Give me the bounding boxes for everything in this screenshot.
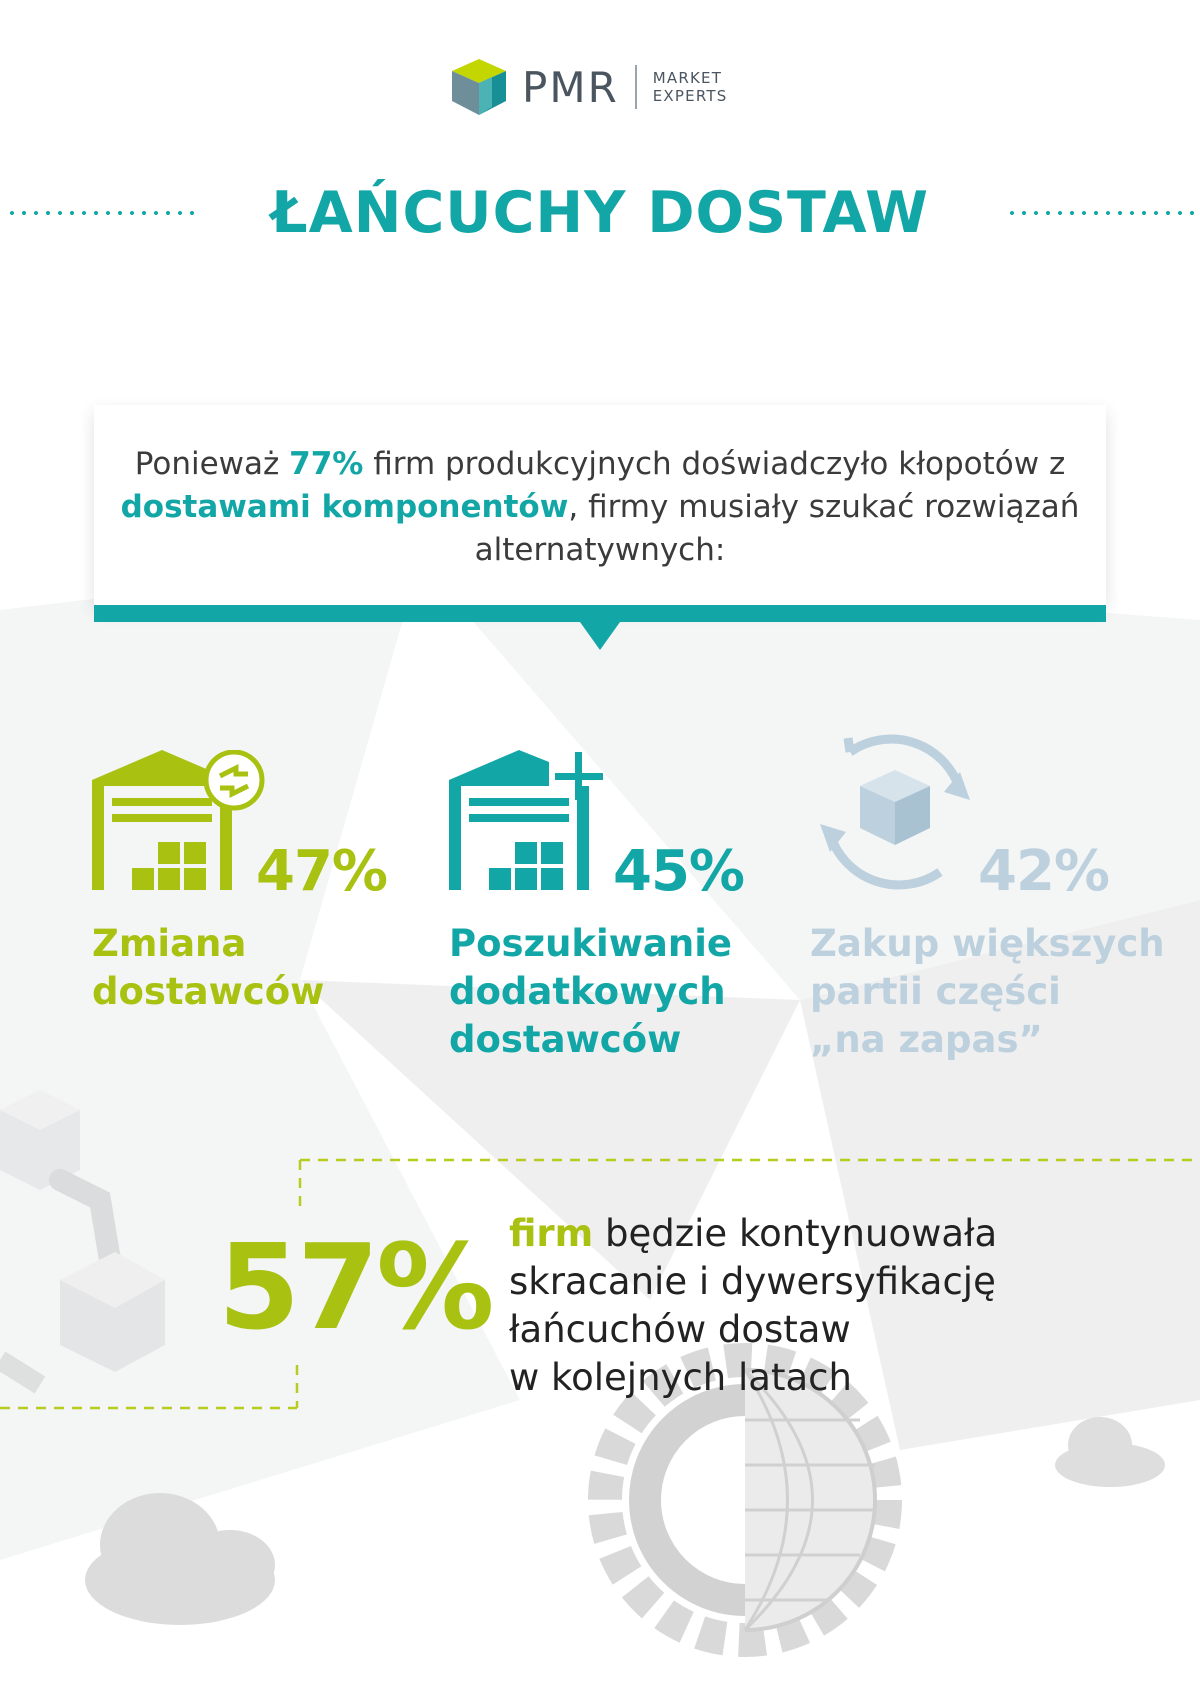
intro-segment: , firmy musiały szukać rozwiązań alternatywnych: <box>474 489 1080 568</box>
title-dots-right <box>1006 211 1196 215</box>
stat-value: 47% <box>256 839 388 904</box>
intro-segment-highlight: 77% <box>289 446 364 482</box>
bottom-line: w kolejnych latach <box>509 1356 852 1399</box>
warehouse-add-icon <box>449 750 609 895</box>
brand-logo[interactable] <box>450 55 727 119</box>
gear-globe-illustration <box>605 1360 885 1640</box>
intro-accent-bar <box>94 605 1106 622</box>
bottom-line-rest: będzie kontynuowała <box>593 1212 998 1255</box>
intro-card <box>94 405 1106 605</box>
bottom-statement <box>509 1210 997 1402</box>
stat-label-line: dostawców <box>449 1018 682 1061</box>
stat-label-line: „na zapas” <box>810 1018 1043 1061</box>
stat-value: 45% <box>613 839 745 904</box>
intro-segment: firm produkcyjnych doświadczyło kłopotów z <box>363 446 1066 482</box>
stat-label-line: Poszukiwanie <box>449 922 732 965</box>
logo-divider <box>635 65 637 109</box>
stat-change-suppliers <box>92 750 412 1070</box>
intro-text <box>114 443 1086 572</box>
bottom-highlight: firm <box>509 1212 594 1255</box>
stat-label-line: dodatkowych <box>449 970 726 1013</box>
brand-tagline-line1: MARKET <box>652 69 723 87</box>
stat-label-line: partii części <box>810 970 1061 1013</box>
warehouse-swap-icon <box>92 750 272 895</box>
page-title: ŁAŃCUCHY DOSTAW <box>271 180 929 246</box>
intro-segment-highlight: dostawami komponentów <box>120 489 569 525</box>
stat-label <box>92 920 324 1016</box>
pmr-cube-logo-icon <box>450 57 508 117</box>
stat-label-line: Zmiana <box>92 922 247 965</box>
stat-label-line: Zakup większych <box>810 922 1165 965</box>
stat-label <box>449 920 732 1064</box>
brand-name: PMR <box>522 62 619 112</box>
big-percentage: 57% <box>218 1218 492 1356</box>
cloud-left-illustration <box>85 1493 275 1625</box>
intro-segment: Ponieważ <box>134 446 290 482</box>
stat-additional-suppliers <box>449 750 779 1070</box>
bottom-line <box>509 1210 997 1258</box>
title-row <box>0 178 1200 248</box>
stat-stockpiling <box>810 730 1190 1070</box>
box-cycle-icon <box>810 730 980 895</box>
bottom-line: łańcuchów dostaw <box>509 1308 851 1351</box>
stat-value: 42% <box>978 839 1110 904</box>
bottom-line: skracanie i dywersyfikację <box>509 1260 996 1303</box>
stat-label-line: dostawców <box>92 970 325 1013</box>
brand-tagline <box>653 69 728 105</box>
brand-tagline-line2: EXPERTS <box>652 87 728 105</box>
intro-pointer-arrow <box>580 622 620 650</box>
stat-label <box>810 920 1165 1064</box>
cloud-right-illustration <box>1055 1417 1165 1487</box>
